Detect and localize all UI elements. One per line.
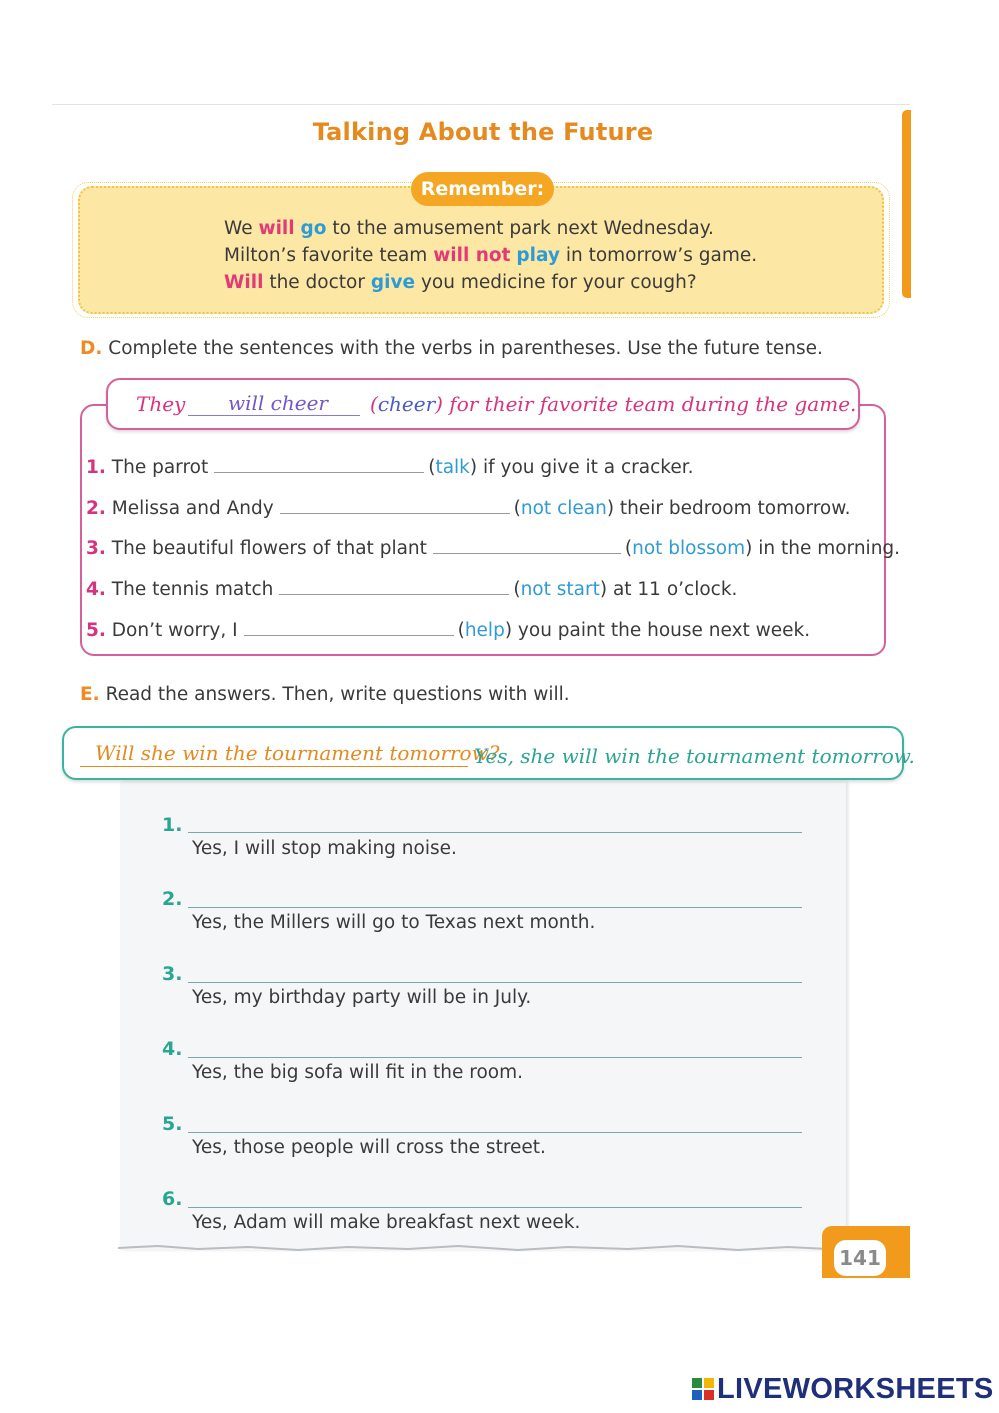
section-d-instruction: D. Complete the sentences with the verbs in parentheses. Use the future tense. [80, 338, 823, 359]
d-answer-blank-4[interactable] [279, 576, 509, 595]
e-question-line-5[interactable] [188, 1132, 802, 1133]
d-item-1: 1. The parrot (talk) if you give it a cracker. [86, 454, 694, 478]
e-question-line-1[interactable] [188, 832, 802, 833]
e-answer-6: Yes, Adam will make breakfast next week. [192, 1212, 581, 1233]
liveworksheets-wordmark: LIVEWORKSHEETS [717, 1372, 994, 1405]
e-item-number-5: 5. [162, 1113, 183, 1135]
d-item-2: 2. Melissa and Andy (not clean) their bedroom tomorrow. [86, 495, 851, 519]
e-question-line-4[interactable] [188, 1057, 802, 1058]
page-number: 141 [834, 1240, 886, 1276]
section-e-instruction: E. Read the answers. Then, write questions with will. [80, 684, 570, 705]
e-answer-1: Yes, I will stop making noise. [192, 838, 457, 859]
remember-label: Remember: [411, 172, 554, 206]
e-item-number-2: 2. [162, 888, 183, 910]
d-answer-blank-5[interactable] [244, 617, 454, 636]
e-question-line-2[interactable] [188, 907, 802, 908]
example-answer-e: Yes, she will win the tournament tomorrow. [474, 744, 915, 768]
d-item-4: 4. The tennis match (not start) at 11 o’clock. [86, 576, 737, 600]
e-question-line-6[interactable] [188, 1207, 802, 1208]
top-divider [52, 104, 910, 105]
e-item-number-1: 1. [162, 814, 183, 836]
e-answer-5: Yes, those people will cross the street. [192, 1137, 546, 1158]
d-item-5: 5. Don’t worry, I (help) you paint the house next week. [86, 617, 810, 641]
example-answer: will cheer [228, 391, 328, 415]
example-subject: They [136, 392, 186, 416]
remember-line-3: Will the doctor give you medicine for your cough? [224, 272, 697, 293]
torn-paper-edge [118, 1244, 828, 1254]
d-answer-blank-2[interactable] [280, 495, 510, 514]
d-item-3: 3. The beautiful flowers of that plant (not blossom) in the morning. [86, 535, 900, 559]
remember-line-1: We will go to the amusement park next Wednesday. [224, 218, 714, 239]
d-answer-blank-1[interactable] [214, 454, 424, 473]
e-answer-3: Yes, my birthday party will be in July. [192, 987, 532, 1008]
example-question: Will she win the tournament tomorrow? [95, 741, 500, 765]
page-title: Talking About the Future [312, 118, 654, 146]
liveworksheets-icon [692, 1378, 714, 1400]
d-answer-blank-3[interactable] [433, 535, 621, 554]
example-question-line [80, 766, 468, 767]
liveworksheets-logo [692, 1372, 994, 1406]
e-answer-2: Yes, the Millers will go to Texas next month. [192, 912, 596, 933]
e-item-number-4: 4. [162, 1038, 183, 1060]
remember-line-2: Milton’s favorite team will not play in tomorrow’s game. [224, 245, 758, 266]
example-rest: (cheer) for their favorite team during the game. [370, 392, 857, 416]
e-answer-4: Yes, the big sofa will fit in the room. [192, 1062, 524, 1083]
e-item-number-3: 3. [162, 963, 183, 985]
e-question-line-3[interactable] [188, 982, 802, 983]
e-item-number-6: 6. [162, 1188, 183, 1210]
